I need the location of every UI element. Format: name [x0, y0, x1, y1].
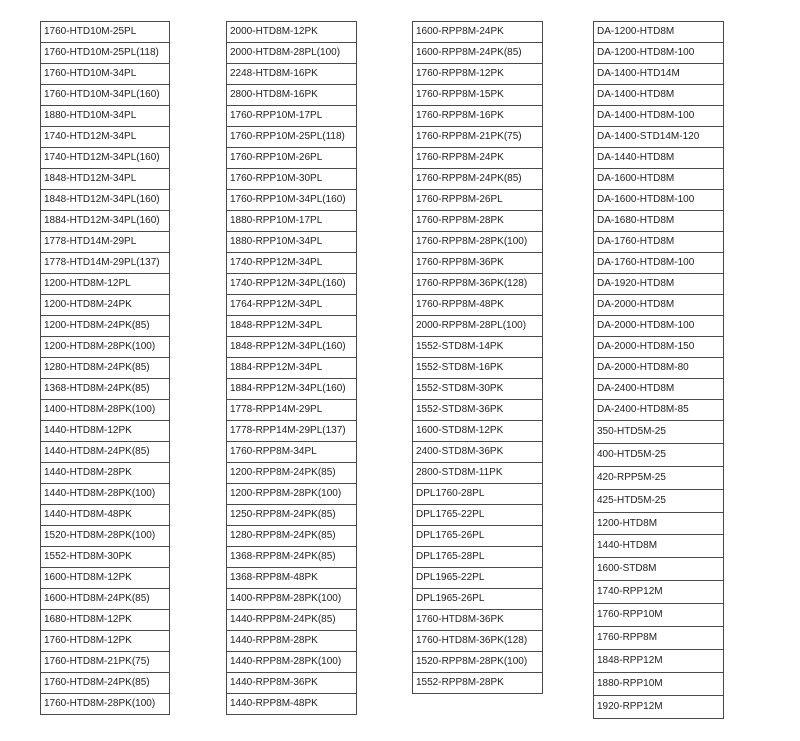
table-row [41, 463, 170, 484]
table-row [41, 547, 170, 568]
part-number-cell: 1440-HTD8M-12PK [41, 421, 170, 442]
part-number-cell: DA-1600-HTD8M-100 [594, 190, 724, 211]
part-number-cell: DA-2000-HTD8M [594, 295, 724, 316]
part-number-cell: DA-1760-HTD8M [594, 232, 724, 253]
table-row [413, 211, 543, 232]
part-number-cell: 1368-RPP8M-48PK [227, 568, 357, 589]
part-number-cell: 1200-RPP8M-24PK(85) [227, 463, 357, 484]
table-row [227, 64, 357, 85]
table-row [227, 211, 357, 232]
part-number-cell: 1600-STD8M-12PK [413, 421, 543, 442]
part-number-cell: 1600-RPP8M-24PK(85) [413, 43, 543, 64]
table-row [413, 253, 543, 274]
table-row [594, 148, 724, 169]
table-row [594, 106, 724, 127]
part-number-cell: 1884-HTD12M-34PL(160) [41, 211, 170, 232]
part-number-cell: DPL1765-26PL [413, 526, 543, 547]
table-row [41, 64, 170, 85]
part-number-cell: 1440-RPP8M-48PK [227, 694, 357, 715]
table-row [41, 442, 170, 463]
part-number-cell: 1200-RPP8M-28PK(100) [227, 484, 357, 505]
part-number-cell: 1740-RPP12M-34PL [227, 253, 357, 274]
part-number-cell: 1778-HTD14M-29PL(137) [41, 253, 170, 274]
table-row [413, 64, 543, 85]
table-row [227, 442, 357, 463]
part-number-cell: 1760-RPP8M-15PK [413, 85, 543, 106]
part-number-cell: 1760-RPP10M [594, 604, 724, 627]
part-number-cell: DPL1765-22PL [413, 505, 543, 526]
part-number-cell: 1520-HTD8M-28PK(100) [41, 526, 170, 547]
part-number-cell: 1552-STD8M-36PK [413, 400, 543, 421]
table-row [413, 22, 543, 43]
table-row [594, 379, 724, 400]
part-number-cell: 1740-RPP12M [594, 581, 724, 604]
part-number-cell: 1760-RPP8M-34PL [227, 442, 357, 463]
table-row [227, 232, 357, 253]
part-number-cell: 1740-RPP12M-34PL(160) [227, 274, 357, 295]
part-number-cell: 1760-RPP10M-25PL(118) [227, 127, 357, 148]
table-row [413, 85, 543, 106]
part-number-cell: DA-1440-HTD8M [594, 148, 724, 169]
part-number-cell: 2000-HTD8M-28PL(100) [227, 43, 357, 64]
part-number-cell: 1520-RPP8M-28PK(100) [413, 652, 543, 673]
part-number-cell: 1368-HTD8M-24PK(85) [41, 379, 170, 400]
part-number-cell: DA-1400-STD14M-120 [594, 127, 724, 148]
table-row [227, 379, 357, 400]
table-row [413, 568, 543, 589]
part-number-cell: 1848-RPP12M [594, 649, 724, 672]
table-row [594, 581, 724, 604]
part-number-cell: 2800-HTD8M-16PK [227, 85, 357, 106]
table-row [413, 337, 543, 358]
part-number-cell: 1200-HTD8M [594, 512, 724, 535]
part-number-cell: 1760-RPP8M-24PK(85) [413, 169, 543, 190]
part-number-cell: 1760-RPP10M-30PL [227, 169, 357, 190]
table-row [413, 673, 543, 694]
table-row [41, 589, 170, 610]
table-row [227, 358, 357, 379]
table-row [41, 694, 170, 715]
table-row [413, 421, 543, 442]
part-number-cell: DA-1920-HTD8M [594, 274, 724, 295]
table-row [41, 190, 170, 211]
part-number-cell: 1848-HTD12M-34PL [41, 169, 170, 190]
part-number-cell: 1440-RPP8M-24PK(85) [227, 610, 357, 631]
part-number-cell: 1440-HTD8M-28PK(100) [41, 484, 170, 505]
table-row [227, 463, 357, 484]
table-row [41, 295, 170, 316]
part-number-cell: 1760-RPP8M-26PL [413, 190, 543, 211]
part-number-cell: 1760-RPP8M-16PK [413, 106, 543, 127]
part-number-cell: 1440-HTD8M-24PK(85) [41, 442, 170, 463]
table-row [594, 358, 724, 379]
part-number-cell: DPL1965-26PL [413, 589, 543, 610]
table-row [594, 512, 724, 535]
table-row [227, 169, 357, 190]
part-number-cell: 1680-HTD8M-12PK [41, 610, 170, 631]
table-row [41, 316, 170, 337]
part-number-cell: 1760-RPP8M-21PK(75) [413, 127, 543, 148]
part-number-cell: 1440-HTD8M-48PK [41, 505, 170, 526]
part-number-cell: 1920-RPP12M [594, 695, 724, 718]
table-row [594, 489, 724, 512]
part-number-cell: 1740-HTD12M-34PL [41, 127, 170, 148]
table-row [594, 558, 724, 581]
part-number-cell: 1200-HTD8M-24PK(85) [41, 316, 170, 337]
table-row [41, 610, 170, 631]
part-number-cell: 1778-RPP14M-29PL(137) [227, 421, 357, 442]
table-row [41, 211, 170, 232]
part-number-cell: 1760-RPP10M-34PL(160) [227, 190, 357, 211]
part-number-cell: 1440-HTD8M [594, 535, 724, 558]
table-row [227, 547, 357, 568]
part-number-cell: 1280-HTD8M-24PK(85) [41, 358, 170, 379]
part-number-cell: DA-1680-HTD8M [594, 211, 724, 232]
table-row [41, 148, 170, 169]
part-number-cell: 1760-RPP8M-28PK [413, 211, 543, 232]
part-number-cell: 1760-RPP8M-36PK [413, 253, 543, 274]
table-row [41, 652, 170, 673]
part-number-cell: DA-1760-HTD8M-100 [594, 253, 724, 274]
table-row [594, 400, 724, 421]
table-row [594, 443, 724, 466]
part-number-cell: 1884-RPP12M-34PL(160) [227, 379, 357, 400]
table-row [41, 484, 170, 505]
table-row [594, 190, 724, 211]
table-row [41, 232, 170, 253]
part-number-cell: 1440-RPP8M-28PK [227, 631, 357, 652]
table-row [227, 484, 357, 505]
table-row [594, 421, 724, 444]
part-number-cell: 1552-STD8M-30PK [413, 379, 543, 400]
table-row [227, 673, 357, 694]
table-row [41, 568, 170, 589]
part-number-cell: DPL1760-28PL [413, 484, 543, 505]
part-number-cell: 1552-HTD8M-30PK [41, 547, 170, 568]
table-row [594, 649, 724, 672]
part-number-cell: DA-2000-HTD8M-80 [594, 358, 724, 379]
part-number-cell: 2400-STD8M-36PK [413, 442, 543, 463]
part-number-cell: 1760-RPP8M-24PK [413, 148, 543, 169]
part-number-cell: DA-2000-HTD8M-150 [594, 337, 724, 358]
part-number-cell: 1760-HTD8M-12PK [41, 631, 170, 652]
part-number-cell: 2248-HTD8M-16PK [227, 64, 357, 85]
part-number-cell: 2000-HTD8M-12PK [227, 22, 357, 43]
part-number-cell: 1760-HTD10M-25PL [41, 22, 170, 43]
table-row [594, 64, 724, 85]
part-number-cell: 1400-RPP8M-28PK(100) [227, 589, 357, 610]
part-number-cell: 1848-HTD12M-34PL(160) [41, 190, 170, 211]
table-row [227, 526, 357, 547]
part-number-cell: 1552-STD8M-14PK [413, 337, 543, 358]
part-list-column-4 [593, 21, 724, 719]
part-number-cell: DA-2000-HTD8M-100 [594, 316, 724, 337]
table-row [227, 190, 357, 211]
table-row [594, 672, 724, 695]
table-row [41, 169, 170, 190]
table-row [594, 466, 724, 489]
table-row [594, 604, 724, 627]
table-row [41, 400, 170, 421]
table-row [41, 631, 170, 652]
part-number-cell: DA-2400-HTD8M [594, 379, 724, 400]
table-row [41, 106, 170, 127]
part-number-cell: DA-1600-HTD8M [594, 169, 724, 190]
part-number-cell: 1848-RPP12M-34PL(160) [227, 337, 357, 358]
part-number-cell: 1760-RPP8M-36PK(128) [413, 274, 543, 295]
table-row [413, 190, 543, 211]
table-row [413, 463, 543, 484]
part-number-cell: 1760-HTD8M-36PK [413, 610, 543, 631]
table-row [594, 232, 724, 253]
table-row [227, 505, 357, 526]
table-row [413, 316, 543, 337]
part-number-cell: 1880-RPP10M-17PL [227, 211, 357, 232]
part-list-column-1 [40, 21, 170, 715]
part-number-cell: 2800-STD8M-11PK [413, 463, 543, 484]
table-row [413, 400, 543, 421]
part-number-cell: 400-HTD5M-25 [594, 443, 724, 466]
table-row [41, 253, 170, 274]
table-row [227, 589, 357, 610]
part-number-cell: 1764-RPP12M-34PL [227, 295, 357, 316]
table-row [227, 85, 357, 106]
part-number-cell: 1760-RPP10M-17PL [227, 106, 357, 127]
table-row [413, 652, 543, 673]
table-row [413, 358, 543, 379]
part-number-cell: DA-1400-HTD8M [594, 85, 724, 106]
part-number-cell: 1440-RPP8M-28PK(100) [227, 652, 357, 673]
part-number-cell: 1884-RPP12M-34PL [227, 358, 357, 379]
table-row [413, 106, 543, 127]
table-row [227, 610, 357, 631]
table-row [41, 673, 170, 694]
table-row [594, 211, 724, 232]
table-row [594, 316, 724, 337]
table-row [413, 169, 543, 190]
table-row [41, 274, 170, 295]
table-row [413, 631, 543, 652]
part-number-cell: 1440-RPP8M-36PK [227, 673, 357, 694]
part-number-cell: 1760-RPP8M-28PK(100) [413, 232, 543, 253]
table-row [413, 232, 543, 253]
part-number-cell: 1760-RPP10M-26PL [227, 148, 357, 169]
part-number-cell: 1880-RPP10M [594, 672, 724, 695]
table-row [227, 106, 357, 127]
table-row [227, 421, 357, 442]
part-number-cell: 1552-RPP8M-28PK [413, 673, 543, 694]
part-number-cell: 1848-RPP12M-34PL [227, 316, 357, 337]
part-number-cell: 2000-RPP8M-28PL(100) [413, 316, 543, 337]
part-number-cell: 425-HTD5M-25 [594, 489, 724, 512]
table-row [227, 274, 357, 295]
table-row [227, 127, 357, 148]
part-number-cell: 1760-HTD8M-21PK(75) [41, 652, 170, 673]
part-number-cell: DA-2400-HTD8M-85 [594, 400, 724, 421]
part-number-cell: DA-1200-HTD8M [594, 22, 724, 43]
table-row [413, 589, 543, 610]
table-row [413, 505, 543, 526]
table-row [41, 127, 170, 148]
table-row [41, 505, 170, 526]
table-row [413, 295, 543, 316]
table-row [594, 169, 724, 190]
table-row [413, 274, 543, 295]
table-row [41, 85, 170, 106]
part-number-cell: DA-1400-HTD8M-100 [594, 106, 724, 127]
part-number-cell: 1778-HTD14M-29PL [41, 232, 170, 253]
part-number-cell: 1760-HTD8M-24PK(85) [41, 673, 170, 694]
table-row [227, 568, 357, 589]
table-row [413, 547, 543, 568]
part-number-cell: 1552-STD8M-16PK [413, 358, 543, 379]
table-row [413, 484, 543, 505]
part-number-cell: 1250-RPP8M-24PK(85) [227, 505, 357, 526]
table-row [41, 337, 170, 358]
table-row [413, 610, 543, 631]
part-number-cell: 1600-STD8M [594, 558, 724, 581]
table-row [594, 337, 724, 358]
part-number-cell: 1368-RPP8M-24PK(85) [227, 547, 357, 568]
part-number-cell: DA-1200-HTD8M-100 [594, 43, 724, 64]
part-number-cell: 1760-RPP8M-48PK [413, 295, 543, 316]
table-row [41, 526, 170, 547]
table-row [227, 253, 357, 274]
table-row [227, 337, 357, 358]
part-number-cell: 1740-HTD12M-34PL(160) [41, 148, 170, 169]
part-number-cell: 1200-HTD8M-12PL [41, 274, 170, 295]
table-row [594, 695, 724, 718]
part-number-cell: 1880-RPP10M-34PL [227, 232, 357, 253]
part-list-column-3 [412, 21, 543, 694]
table-row [413, 442, 543, 463]
table-row [41, 22, 170, 43]
table-row [227, 22, 357, 43]
part-number-cell: 1200-HTD8M-28PK(100) [41, 337, 170, 358]
part-number-cell: 1280-RPP8M-24PK(85) [227, 526, 357, 547]
table-row [594, 43, 724, 64]
part-number-cell: 1760-RPP8M [594, 627, 724, 650]
table-row [413, 379, 543, 400]
part-number-cell: 420-RPP5M-25 [594, 466, 724, 489]
table-row [594, 253, 724, 274]
part-number-cell: 1400-HTD8M-28PK(100) [41, 400, 170, 421]
table-row [41, 421, 170, 442]
table-row [594, 535, 724, 558]
part-number-cell: 1760-HTD8M-28PK(100) [41, 694, 170, 715]
table-row [594, 85, 724, 106]
table-row [594, 627, 724, 650]
table-row [41, 43, 170, 64]
part-number-cell: 1600-HTD8M-24PK(85) [41, 589, 170, 610]
table-row [41, 358, 170, 379]
table-row [227, 631, 357, 652]
table-row [594, 127, 724, 148]
part-number-cell: DA-1400-HTD14M [594, 64, 724, 85]
part-number-cell: 1778-RPP14M-29PL [227, 400, 357, 421]
table-row [41, 379, 170, 400]
part-number-cell: 1760-HTD8M-36PK(128) [413, 631, 543, 652]
part-number-cell: 350-HTD5M-25 [594, 421, 724, 444]
table-row [594, 274, 724, 295]
table-row [413, 43, 543, 64]
part-number-cell: 1760-HTD10M-34PL [41, 64, 170, 85]
table-row [227, 43, 357, 64]
table-row [413, 148, 543, 169]
part-number-cell: DPL1965-22PL [413, 568, 543, 589]
part-number-cell: 1600-HTD8M-12PK [41, 568, 170, 589]
part-number-cell: 1600-RPP8M-24PK [413, 22, 543, 43]
table-row [227, 295, 357, 316]
table-row [227, 316, 357, 337]
table-row [227, 400, 357, 421]
table-row [227, 652, 357, 673]
part-number-cell: 1440-HTD8M-28PK [41, 463, 170, 484]
table-row [594, 22, 724, 43]
part-number-cell: 1880-HTD10M-34PL [41, 106, 170, 127]
part-number-cell: 1760-HTD10M-34PL(160) [41, 85, 170, 106]
part-list-column-2 [226, 21, 357, 715]
table-row [413, 526, 543, 547]
part-number-cell: DPL1765-28PL [413, 547, 543, 568]
table-row [227, 148, 357, 169]
part-number-cell: 1760-RPP8M-12PK [413, 64, 543, 85]
table-row [413, 127, 543, 148]
table-row [227, 694, 357, 715]
part-number-cell: 1200-HTD8M-24PK [41, 295, 170, 316]
table-row [594, 295, 724, 316]
part-number-cell: 1760-HTD10M-25PL(118) [41, 43, 170, 64]
